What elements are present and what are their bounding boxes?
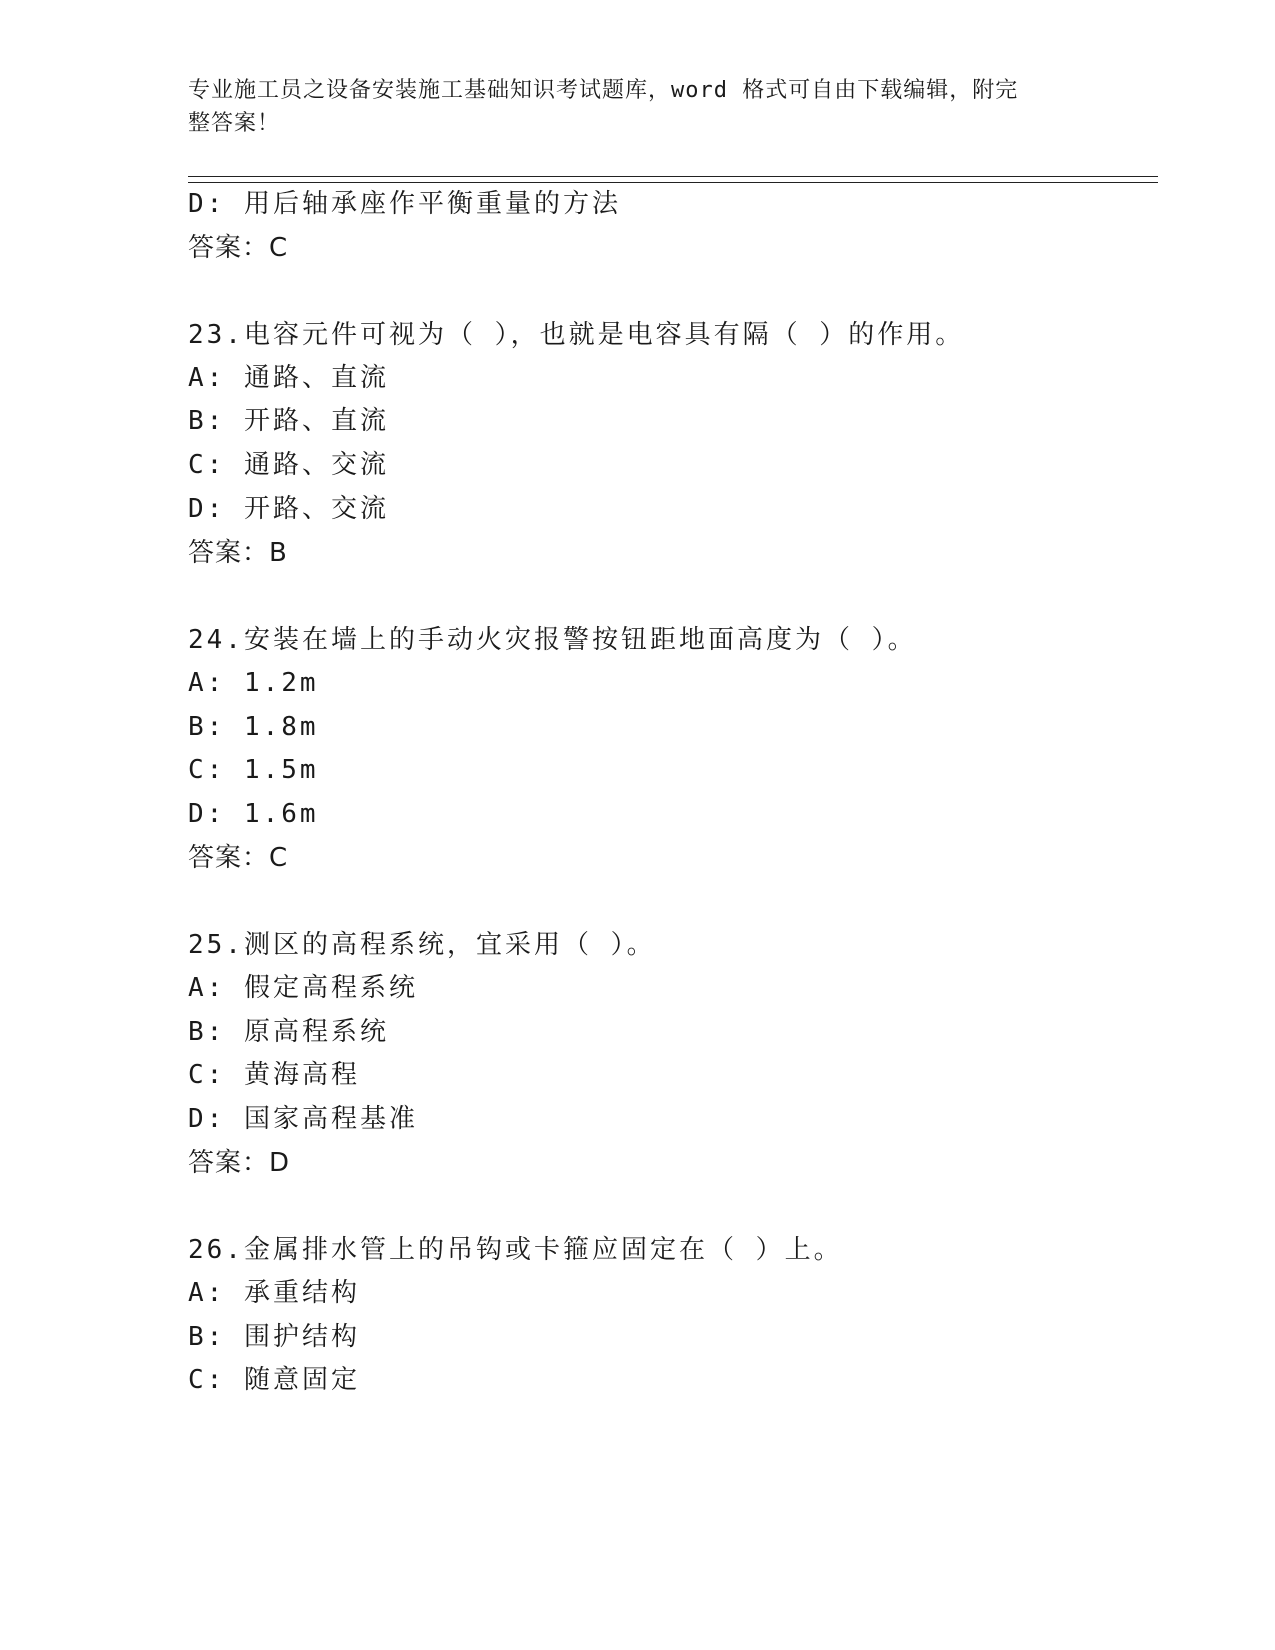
question-25-option-c: C: 黄海高程 xyxy=(188,1060,360,1090)
prev-option-d: D: 用后轴承座作平衡重量的方法 xyxy=(188,189,621,219)
question-26-option-c: C: 随意固定 xyxy=(188,1365,360,1395)
question-25-stem: 25.测区的高程系统，宜采用（ ）。 xyxy=(188,930,656,960)
question-24-stem: 24.安装在墙上的手动火灾报警按钮距地面高度为（ ）。 xyxy=(188,625,917,655)
header-title-line2: 整答案！ xyxy=(188,111,281,136)
question-24-option-d: D: 1.6m xyxy=(188,799,319,829)
question-23-stem: 23.电容元件可视为（ ），也就是电容具有隔（ ）的作用。 xyxy=(188,320,965,350)
question-24-answer: 答案：C xyxy=(188,843,289,873)
header-divider-top xyxy=(188,176,1158,177)
header-title-line1: 专业施工员之设备安装施工基础知识考试题库，word 格式可自由下载编辑，附完 xyxy=(188,78,1019,103)
question-26-option-b: B: 围护结构 xyxy=(188,1322,360,1352)
question-25-option-d: D: 国家高程基准 xyxy=(188,1104,418,1134)
question-23-option-d: D: 开路、交流 xyxy=(188,494,389,524)
question-26-stem: 26.金属排水管上的吊钩或卡箍应固定在（ ）上。 xyxy=(188,1235,843,1265)
question-26-option-a: A: 承重结构 xyxy=(188,1278,360,1308)
question-24-option-a: A: 1.2m xyxy=(188,668,319,698)
question-25-option-b: B: 原高程系统 xyxy=(188,1017,389,1047)
question-23-option-c: C: 通路、交流 xyxy=(188,450,389,480)
header-divider-bottom xyxy=(188,182,1158,183)
question-24-option-c: C: 1.5m xyxy=(188,755,319,785)
question-23-option-b: B: 开路、直流 xyxy=(188,406,389,436)
question-25-option-a: A: 假定高程系统 xyxy=(188,973,418,1003)
question-23-option-a: A: 通路、直流 xyxy=(188,363,389,393)
question-24-option-b: B: 1.8m xyxy=(188,712,319,742)
prev-answer: 答案：C xyxy=(188,233,289,263)
document-header xyxy=(188,74,1088,140)
question-25-answer: 答案：D xyxy=(188,1148,291,1178)
question-23-answer: 答案：B xyxy=(188,538,288,568)
